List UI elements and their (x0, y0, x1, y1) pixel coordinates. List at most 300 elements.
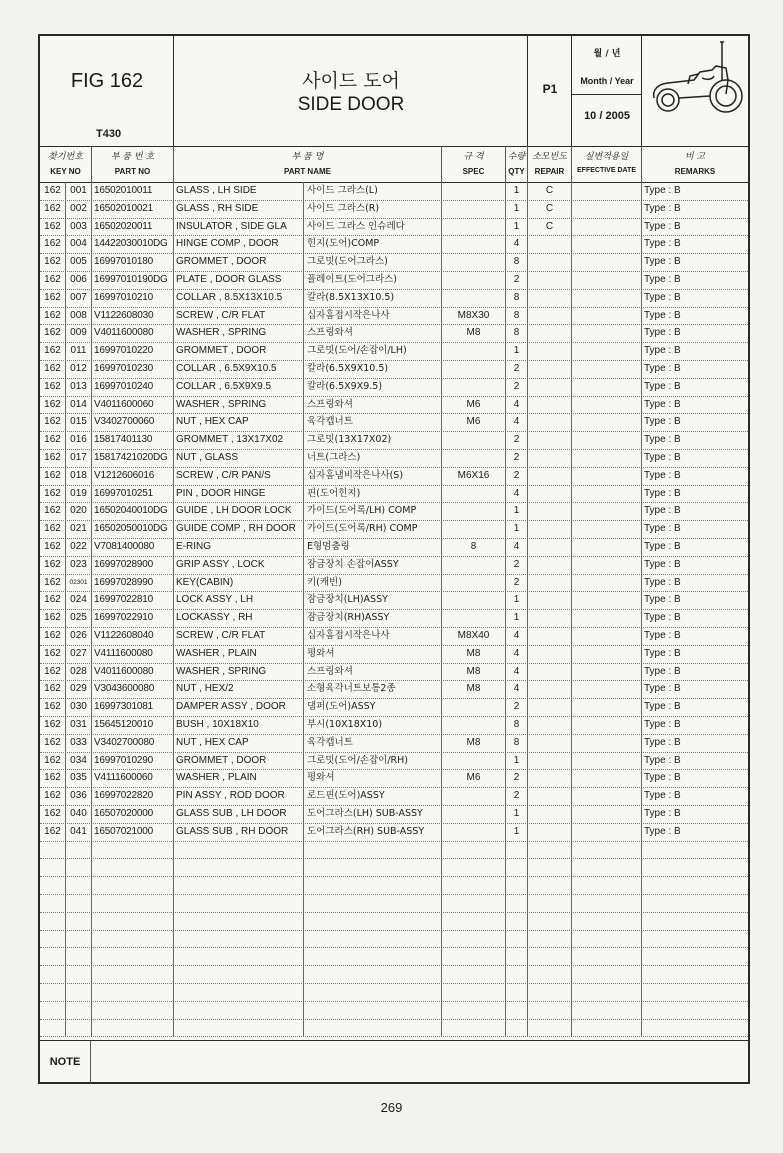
cell-repair (528, 609, 572, 627)
cell-remarks: Type : B (644, 612, 681, 624)
cell-spec (442, 289, 506, 307)
cell-key-no (66, 947, 92, 965)
cell-effective-date (572, 485, 642, 503)
cell-remarks: Type : B (644, 416, 681, 428)
cell-key-fig (40, 965, 66, 983)
cell-effective-date (572, 1019, 642, 1037)
cell-key-fig: 162 (40, 645, 66, 663)
cell-qty: 2 (506, 769, 528, 787)
table-row (40, 574, 748, 593)
cell-part-no (92, 876, 174, 894)
page-number: 269 (380, 1100, 403, 1115)
cell-key-no: 021 (66, 520, 92, 538)
cell-qty: 4 (506, 663, 528, 681)
cell-remarks: Type : B (644, 719, 681, 730)
cell-part-name-en: SCREW , C/R FLAT (174, 307, 304, 325)
cell-repair: C (528, 218, 572, 236)
cell-remarks: Type : B (644, 754, 681, 766)
cell-key-no: 001 (66, 182, 92, 200)
table-row (40, 413, 748, 432)
cell-part-name-en (174, 983, 304, 1001)
cell-part-name-en: GLASS SUB , RH DOOR (174, 823, 304, 841)
cell-part-no: 15817401130 (92, 431, 174, 449)
cell-key-no (66, 965, 92, 983)
cell-repair (528, 698, 572, 716)
cell-key-no: 036 (66, 787, 92, 805)
cell-part-no: 16502010011 (92, 182, 174, 200)
cell-key-fig: 162 (40, 431, 66, 449)
cell-spec: M6 (442, 396, 506, 414)
cell-spec (442, 1019, 506, 1037)
table-row (40, 645, 748, 664)
cell-part-name-kr (304, 858, 442, 876)
cell-part-name-kr (304, 841, 442, 859)
cell-part-name-kr: 가이드(도어록/LH) COMP (304, 502, 442, 520)
table-row (40, 1001, 748, 1020)
date-divider (572, 94, 642, 95)
cell-qty: 1 (506, 182, 528, 200)
cell-part-name-en: GROMMET , 13X17X02 (174, 431, 304, 449)
table-row (40, 396, 748, 415)
cell-remarks: Type : B (644, 380, 681, 392)
cell-part-name-kr: 칼라(6.5X9X9.5) (304, 378, 442, 396)
cell-part-name-kr: 칼라(6.5X9X10.5) (304, 360, 442, 378)
cell-repair (528, 805, 572, 823)
cell-qty (506, 876, 528, 894)
cell-remarks: Type : B (644, 772, 681, 784)
cell-key-no: 033 (66, 734, 92, 752)
cell-qty: 8 (506, 716, 528, 734)
cell-part-no (92, 965, 174, 983)
cell-qty: 1 (506, 502, 528, 520)
cell-remarks (642, 1019, 748, 1037)
cell-part-no: V1122608040 (92, 627, 174, 645)
cell-part-name-kr (304, 894, 442, 912)
cell-qty: 8 (506, 307, 528, 325)
cell-repair (528, 307, 572, 325)
cell-spec (442, 841, 506, 859)
cell-effective-date (572, 235, 642, 253)
cell-part-name-kr: 평와셔 (304, 769, 442, 787)
cell-spec (442, 182, 506, 200)
cell-key-fig: 162 (40, 716, 66, 734)
sheet-header (40, 36, 748, 147)
cell-effective-date (572, 218, 642, 236)
cell-spec (442, 930, 506, 948)
table-row (40, 716, 748, 735)
cell-part-name-kr (304, 983, 442, 1001)
cell-part-no (92, 841, 174, 859)
cell-part-name-en: GRIP ASSY , LOCK (174, 556, 304, 574)
cell-key-fig: 162 (40, 253, 66, 271)
cell-part-name-kr: 로드핀(도어)ASSY (304, 787, 442, 805)
cell-repair (528, 467, 572, 485)
cell-qty: 4 (506, 627, 528, 645)
cell-part-name-en: E-RING (174, 538, 304, 556)
date-label-english: Month / Year (580, 76, 634, 86)
cell-spec (442, 485, 506, 503)
table-row (40, 591, 748, 610)
cell-part-name-en: GROMMET , DOOR (174, 253, 304, 271)
col-part-no-kr: 부 품 번 호 (110, 152, 155, 162)
figure-box (40, 36, 174, 146)
cell-remarks: Type : B (644, 309, 681, 321)
cell-qty: 4 (506, 235, 528, 253)
cell-spec (442, 787, 506, 805)
cell-part-no: 16507020000 (92, 805, 174, 823)
cell-spec (442, 965, 506, 983)
cell-part-name-kr: 칼라(8.5X13X10.5) (304, 289, 442, 307)
cell-effective-date (572, 502, 642, 520)
title-box (174, 36, 528, 146)
cell-effective-date (572, 805, 642, 823)
cell-part-name-en: COLLAR , 8.5X13X10.5 (174, 289, 304, 307)
cell-part-name-en: WASHER , PLAIN (174, 769, 304, 787)
cell-part-name-kr: 사이드 그라스 인슈레다 (304, 218, 442, 236)
cell-part-name-en: GROMMET , DOOR (174, 752, 304, 770)
cell-repair (528, 431, 572, 449)
table-row (40, 538, 748, 557)
cell-key-fig (40, 947, 66, 965)
table-row (40, 841, 748, 860)
cell-part-name-kr (304, 1001, 442, 1019)
cell-part-no: V4011600080 (92, 324, 174, 342)
cell-spec: M6X16 (442, 467, 506, 485)
table-row (40, 485, 748, 504)
table-row (40, 360, 748, 379)
cell-spec: M8 (442, 324, 506, 342)
cell-key-no (66, 1019, 92, 1037)
cell-part-name-en (174, 841, 304, 859)
cell-key-fig: 162 (40, 271, 66, 289)
cell-key-fig (40, 1019, 66, 1037)
cell-qty: 1 (506, 342, 528, 360)
table-row (40, 289, 748, 308)
cell-qty: 8 (506, 253, 528, 271)
cell-part-name-kr: 십자홈접시작은나사 (304, 627, 442, 645)
cell-remarks: Type : B (644, 630, 681, 641)
table-row (40, 965, 748, 984)
col-spec (442, 146, 506, 182)
cell-remarks: Type : B (644, 790, 681, 802)
cell-part-name-en (174, 965, 304, 983)
table-row (40, 912, 748, 931)
cell-part-name-en: NUT , HEX CAP (174, 413, 304, 431)
cell-key-no: 030 (66, 698, 92, 716)
table-row (40, 307, 748, 326)
cell-key-no (66, 894, 92, 912)
col-remarks (642, 146, 748, 182)
cell-qty: 1 (506, 218, 528, 236)
cell-part-name-en: NUT , HEX/2 (174, 680, 304, 698)
cell-key-fig: 162 (40, 538, 66, 556)
col-key-no (40, 146, 92, 182)
cell-key-fig: 162 (40, 556, 66, 574)
cell-effective-date (572, 342, 642, 360)
cell-part-no: V4111600080 (92, 645, 174, 663)
cell-part-no (92, 1001, 174, 1019)
table-row (40, 627, 748, 646)
table-row (40, 894, 748, 913)
cell-remarks: Type : B (644, 808, 681, 819)
cell-part-no: 16997028990 (92, 574, 174, 592)
cell-key-fig (40, 858, 66, 876)
cell-qty: 8 (506, 289, 528, 307)
cell-repair (528, 787, 572, 805)
cell-effective-date (572, 396, 642, 414)
cell-qty (506, 1019, 528, 1037)
cell-spec (442, 502, 506, 520)
cell-effective-date (572, 253, 642, 271)
cell-part-no: V3402700080 (92, 734, 174, 752)
table-row (40, 467, 748, 486)
cell-part-no: 16997010230 (92, 360, 174, 378)
cell-repair (528, 378, 572, 396)
cell-part-name-en: COLLAR , 6.5X9X9.5 (174, 378, 304, 396)
cell-spec (442, 858, 506, 876)
cell-part-no (92, 894, 174, 912)
cell-effective-date (572, 1001, 642, 1019)
cell-remarks (642, 1001, 748, 1019)
col-remarks-en: REMARKS (674, 167, 716, 176)
cell-key-fig: 162 (40, 378, 66, 396)
cell-repair (528, 627, 572, 645)
cell-part-no: V4111600060 (92, 769, 174, 787)
cell-spec (442, 253, 506, 271)
cell-effective-date (572, 591, 642, 609)
table-row (40, 983, 748, 1002)
cell-key-fig: 162 (40, 680, 66, 698)
cell-key-no: 035 (66, 769, 92, 787)
cell-key-no: 026 (66, 627, 92, 645)
tractor-logo-box (642, 36, 748, 146)
cell-remarks: Type : B (644, 363, 681, 374)
cell-part-no: V4011600060 (92, 396, 174, 414)
cell-effective-date (572, 841, 642, 859)
cell-part-name-en: COLLAR , 6.5X9X10.5 (174, 360, 304, 378)
note-section (40, 1040, 748, 1083)
cell-part-no: 16502040010DG (92, 502, 174, 520)
cell-remarks (642, 841, 748, 859)
cell-part-no (92, 858, 174, 876)
cell-spec (442, 431, 506, 449)
cell-key-fig: 162 (40, 627, 66, 645)
cell-part-name-en: GLASS , LH SIDE (174, 182, 304, 200)
cell-key-no: 013 (66, 378, 92, 396)
cell-qty: 2 (506, 574, 528, 592)
cell-part-no: 16997028900 (92, 556, 174, 574)
cell-effective-date (572, 965, 642, 983)
cell-effective-date (572, 431, 642, 449)
cell-part-name-en: LOCKASSY , RH (174, 609, 304, 627)
cell-part-no: 16997010190DG (92, 271, 174, 289)
cell-part-name-kr: 잠금장치(LH)ASSY (304, 591, 442, 609)
cell-part-no: 16997022910 (92, 609, 174, 627)
cell-part-no (92, 930, 174, 948)
cell-key-no: 02301 (66, 574, 92, 592)
cell-repair (528, 645, 572, 663)
cell-repair: C (528, 200, 572, 218)
col-part-no-en: PART NO (114, 167, 151, 176)
cell-part-name-en: PIN ASSY , ROD DOOR (174, 787, 304, 805)
cell-key-no (66, 858, 92, 876)
cell-part-name-kr: 스프링와셔 (304, 324, 442, 342)
cell-qty (506, 983, 528, 1001)
date-label-korean: 월 / 년 (593, 49, 621, 59)
cell-qty: 2 (506, 449, 528, 467)
cell-qty: 8 (506, 734, 528, 752)
table-row (40, 182, 748, 201)
table-row (40, 858, 748, 877)
cell-key-no: 027 (66, 645, 92, 663)
table-row (40, 502, 748, 521)
cell-part-no: 16997010210 (92, 289, 174, 307)
cell-part-no (92, 912, 174, 930)
cell-qty: 2 (506, 431, 528, 449)
cell-part-name-en: WASHER , SPRING (174, 396, 304, 414)
cell-effective-date (572, 823, 642, 841)
date-box (572, 36, 642, 146)
cell-key-no: 034 (66, 752, 92, 770)
col-part-name-en: PART NAME (284, 167, 331, 176)
page-box (528, 36, 572, 146)
cell-remarks: Type : B (644, 487, 681, 499)
cell-part-name-en: PLATE , DOOR GLASS (174, 271, 304, 289)
table-row (40, 253, 748, 272)
cell-part-name-en: HINGE COMP , DOOR (174, 235, 304, 253)
cell-qty: 2 (506, 698, 528, 716)
table-row (40, 876, 748, 895)
cell-spec: M8X30 (442, 307, 506, 325)
cell-effective-date (572, 271, 642, 289)
cell-effective-date (572, 289, 642, 307)
table-row (40, 698, 748, 717)
cell-key-fig (40, 894, 66, 912)
cell-repair (528, 716, 572, 734)
cell-key-no: 020 (66, 502, 92, 520)
cell-qty (506, 912, 528, 930)
cell-part-name-kr: 부시(10X18X10) (304, 716, 442, 734)
cell-key-no: 029 (66, 680, 92, 698)
cell-repair (528, 502, 572, 520)
cell-part-name-en (174, 858, 304, 876)
cell-effective-date (572, 538, 642, 556)
cell-part-name-kr (304, 947, 442, 965)
cell-spec (442, 556, 506, 574)
cell-key-no: 002 (66, 200, 92, 218)
cell-key-no: 007 (66, 289, 92, 307)
table-row (40, 235, 748, 254)
cell-spec (442, 591, 506, 609)
cell-qty: 4 (506, 396, 528, 414)
cell-remarks: Type : B (644, 345, 681, 357)
cell-key-no (66, 1001, 92, 1019)
cell-remarks: Type : B (644, 541, 681, 552)
cell-repair (528, 360, 572, 378)
cell-part-no: V1212606016 (92, 467, 174, 485)
cell-qty: 1 (506, 609, 528, 627)
cell-part-no: 15645120010 (92, 716, 174, 734)
cell-part-name-kr: 육각캡너트 (304, 413, 442, 431)
cell-effective-date (572, 787, 642, 805)
cell-effective-date (572, 627, 642, 645)
cell-spec (442, 805, 506, 823)
cell-remarks: Type : B (644, 558, 681, 570)
cell-repair (528, 413, 572, 431)
cell-key-fig: 162 (40, 467, 66, 485)
cell-part-name-en: LOCK ASSY , LH (174, 591, 304, 609)
cell-repair (528, 983, 572, 1001)
cell-part-name-en (174, 930, 304, 948)
cell-key-fig: 162 (40, 182, 66, 200)
cell-remarks: Type : B (644, 398, 681, 410)
cell-key-fig (40, 876, 66, 894)
col-repair-kr: 소모빈도 (532, 152, 567, 162)
table-row (40, 342, 748, 361)
cell-effective-date (572, 449, 642, 467)
cell-remarks: Type : B (644, 505, 681, 517)
cell-key-no: 003 (66, 218, 92, 236)
col-key-no-kr: 찾기번호 (48, 152, 83, 162)
cell-key-no: 025 (66, 609, 92, 627)
cell-remarks: Type : B (644, 274, 681, 285)
cell-part-name-en: SCREW , C/R PAN/S (174, 467, 304, 485)
cell-key-no: 024 (66, 591, 92, 609)
cell-effective-date (572, 307, 642, 325)
cell-part-name-kr: 십자홈냄비작은나사(S) (304, 467, 442, 485)
cell-spec (442, 698, 506, 716)
cell-spec: M8 (442, 734, 506, 752)
cell-repair (528, 485, 572, 503)
model-code: T430 (96, 128, 122, 140)
table-row (40, 805, 748, 824)
col-qty-en: QTY (508, 167, 525, 176)
cell-key-fig: 162 (40, 769, 66, 787)
cell-key-fig: 162 (40, 218, 66, 236)
cell-part-name-en: INSULATOR , SIDE GLA (174, 218, 304, 236)
cell-key-no (66, 930, 92, 948)
cell-effective-date (572, 947, 642, 965)
cell-repair (528, 823, 572, 841)
cell-effective-date (572, 609, 642, 627)
table-row (40, 947, 748, 966)
cell-qty: 4 (506, 413, 528, 431)
cell-spec (442, 894, 506, 912)
cell-qty: 2 (506, 556, 528, 574)
cell-part-name-en: GROMMET , DOOR (174, 342, 304, 360)
cell-repair (528, 841, 572, 859)
cell-part-name-kr (304, 876, 442, 894)
cell-key-fig: 162 (40, 752, 66, 770)
col-key-no-en: KEY NO (50, 167, 81, 176)
cell-part-name-en (174, 1001, 304, 1019)
cell-remarks: Type : B (644, 665, 681, 677)
cell-spec (442, 342, 506, 360)
cell-part-name-en: GUIDE COMP , RH DOOR (174, 520, 304, 538)
cell-key-no: 008 (66, 307, 92, 325)
cell-part-name-kr: 소형육각너트보통2종 (304, 680, 442, 698)
cell-part-name-en: SCREW , C/R FLAT (174, 627, 304, 645)
cell-effective-date (572, 983, 642, 1001)
cell-spec (442, 716, 506, 734)
cell-part-no: 16997010220 (92, 342, 174, 360)
cell-repair (528, 520, 572, 538)
table-row (40, 378, 748, 397)
cell-part-name-kr: 도어그라스(LH) SUB-ASSY (304, 805, 442, 823)
col-repair (528, 146, 572, 182)
cell-spec (442, 235, 506, 253)
column-header-row (40, 146, 748, 183)
